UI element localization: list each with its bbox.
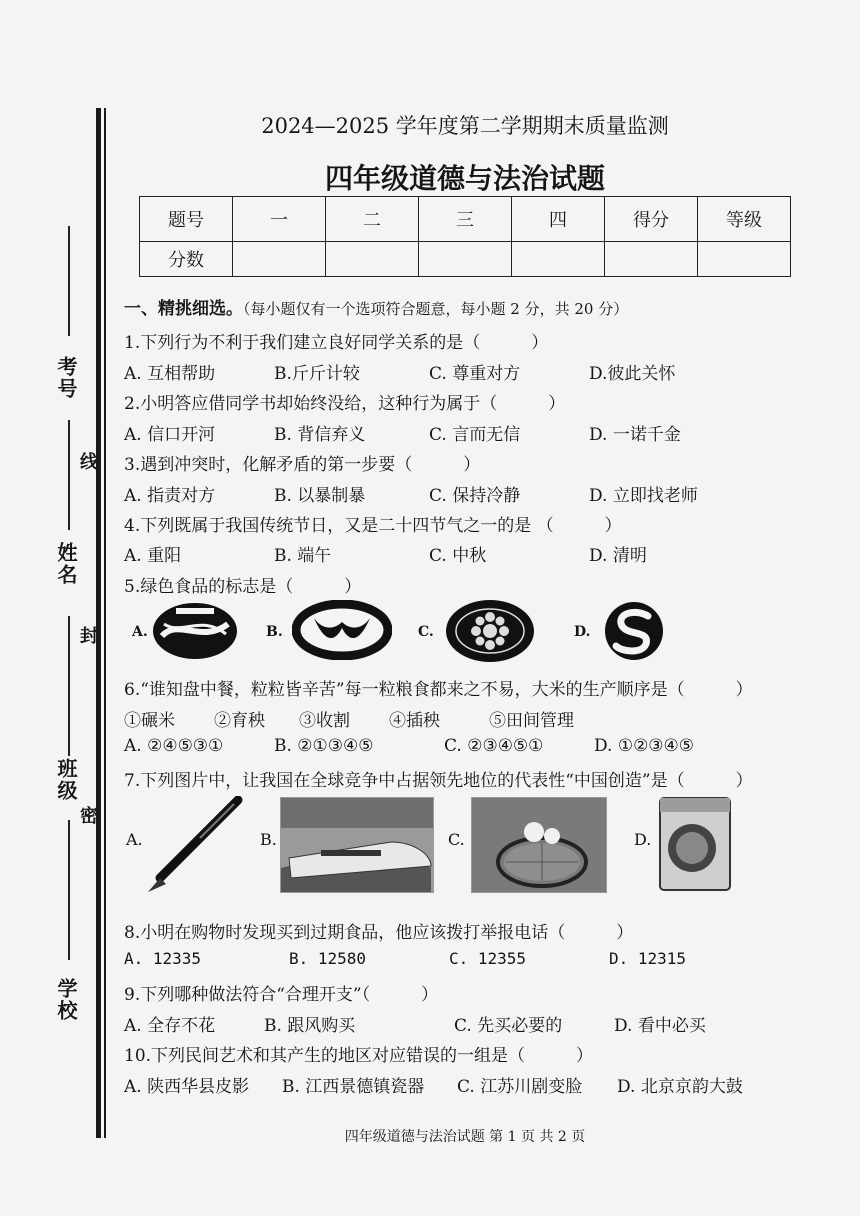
score-table-score-row [140,242,791,277]
option-c[interactable]: C. 保持冷静 [429,486,521,506]
question-stem: 5.绿色食品的标志是（ ） [124,577,362,597]
option-d[interactable]: D. 清明 [589,546,647,566]
option-d[interactable]: D. ①②③④⑤ [594,736,695,756]
cut-mark-secret: 密 [80,806,98,827]
option-c[interactable]: C. 言而无信 [429,425,521,445]
question-options [124,541,647,566]
question-options [124,420,681,445]
option-b[interactable]: B. 江西景德镇瓷器 [282,1077,425,1097]
score-cell: 三 [419,197,512,242]
section-note: （每小题仅有一个选项符合题意，每小题 2 分，共 20 分） [243,300,629,318]
score-cell: 一 [233,197,326,242]
option-a[interactable]: A. 全存不花 [124,1016,216,1036]
option-a[interactable]: A. 陕西华县皮影 [124,1077,250,1097]
question-stem: 8.小明在购物时发现买到过期食品，他应该拨打举报电话（ ） [124,923,634,943]
score-cell: 分数 [140,242,233,277]
school-blank [68,820,70,960]
option-c[interactable]: C. ②③④⑤① [444,736,544,756]
option-d-label[interactable]: D. [574,624,591,640]
option-b[interactable]: B.斤斤计较 [274,364,360,384]
option-b[interactable]: B. 背信弃义 [274,425,366,445]
sub-item: ③收割 [299,711,350,731]
fountain-pen-icon[interactable] [140,796,246,896]
option-d-label[interactable]: D. [634,830,652,849]
question-stem: 10.下列民间艺术和其产生的地区对应错误的一组是（ ） [124,1046,594,1066]
score-input-cell[interactable] [326,242,419,277]
option-d[interactable]: D.彼此关怀 [589,364,676,384]
sub-item: ②育秧 [214,711,265,731]
margin-label-kaohao: 考号 [54,356,78,400]
option-a-label[interactable]: A. [126,830,143,849]
question-stem: 4.下列既属于我国传统节日，又是二十四节气之一的是 （ ） [124,516,622,536]
sub-item: ④插秧 [389,711,440,731]
option-a[interactable]: A. 12335 [124,949,202,968]
margin-label-class: 班级 [54,758,78,802]
question-stem: 2.小明答应借同学书却始终没给，这种行为属于（ ） [124,394,566,414]
score-cell: 得分 [605,197,698,242]
question-options [124,1011,706,1036]
option-c[interactable]: C. 江苏川剧变脸 [457,1077,583,1097]
green-food-logo-b-icon[interactable] [292,600,392,660]
option-b[interactable]: B. 跟风购买 [264,1016,356,1036]
option-a[interactable]: A. ②④⑤③① [124,736,224,756]
question-stem: 9.下列哪种做法符合“合理开支”（ ） [124,985,439,1005]
green-food-logo-a-icon[interactable] [150,600,240,662]
score-cell: 四 [512,197,605,242]
section-title: 一、精挑细选。 [124,299,243,319]
option-d[interactable]: D. 一诺千金 [589,425,681,445]
option-d[interactable]: D. 北京京韵大鼓 [617,1077,743,1097]
option-a[interactable]: A. 互相帮助 [124,364,216,384]
option-d[interactable]: D. 看中必买 [614,1016,706,1036]
score-table-header-row [140,197,791,242]
score-cell: 等级 [698,197,791,242]
question-options [124,949,686,968]
option-c[interactable]: C. 12355 [449,949,527,968]
margin-label-school: 学校 [54,978,78,1022]
option-b-label[interactable]: B. [260,830,277,849]
score-input-cell[interactable] [698,242,791,277]
option-a[interactable]: A. 指责对方 [124,486,216,506]
washing-machine-icon[interactable] [658,796,732,892]
option-d[interactable]: D. 立即找老师 [589,486,698,506]
option-a[interactable]: A. 重阳 [124,546,182,566]
exam-title: 2024—2025 学年度第二学期期末质量监测 [261,114,669,138]
sub-item: ①碾米 [124,711,175,731]
option-c-label[interactable]: C. [418,624,434,640]
score-cell: 题号 [140,197,233,242]
question-options [124,736,694,756]
question-stem: 1.下列行为不利于我们建立良好同学关系的是（ ） [124,333,549,353]
score-input-cell[interactable] [233,242,326,277]
option-b[interactable]: B. 12580 [289,949,367,968]
question-options [124,481,698,506]
cut-mark-line: 线 [80,452,98,473]
badminton-image[interactable] [471,797,607,893]
option-a-label[interactable]: A. [132,624,148,640]
high-speed-train-image[interactable] [280,797,434,893]
exam-subtitle: 四年级道德与法治试题 [324,162,605,195]
class-blank [68,616,70,756]
badminton-icon [472,798,606,892]
question-stem: 3.遇到冲突时，化解矛盾的第一步要（ ） [124,455,481,475]
option-c-label[interactable]: C. [448,830,465,849]
kaohao-blank [68,226,70,336]
sub-item: ⑤田间管理 [489,711,574,731]
option-d[interactable]: D. 12315 [609,949,687,968]
margin-label-name: 姓名 [54,542,78,586]
option-c[interactable]: C. 先买必要的 [454,1016,563,1036]
green-food-logo-c-icon[interactable] [444,598,536,664]
question-sub-items [124,706,574,731]
green-food-logo-d-icon[interactable] [598,600,670,662]
option-c[interactable]: C. 中秋 [429,546,487,566]
name-blank [68,420,70,530]
margin-double-line-inner [104,108,106,1138]
question-stem: 7.下列图片中，让我国在全球竞争中占据领先地位的代表性“中国创造”是（ ） [124,771,753,791]
score-input-cell[interactable] [605,242,698,277]
question-stem: 6.“谁知盘中餐，粒粒皆辛苦”每一粒粮食都来之不易，大米的生产顺序是（ ） [124,680,753,700]
option-b[interactable]: B. 端午 [274,546,332,566]
page-footer: 四年级道德与法治试题 第 1 页 共 2 页 [344,1129,586,1145]
score-input-cell[interactable] [419,242,512,277]
option-b-label[interactable]: B. [266,624,283,640]
option-b[interactable]: B. 以暴制暴 [274,486,366,506]
option-b[interactable]: B. ②①③④⑤ [274,736,374,756]
train-icon [281,798,433,892]
cut-mark-seal: 封 [80,626,98,647]
question-options [124,1072,743,1097]
score-cell: 二 [326,197,419,242]
section-heading [124,294,628,319]
option-a[interactable]: A. 信口开河 [124,425,216,445]
question-options [124,359,675,384]
option-c[interactable]: C. 尊重对方 [429,364,521,384]
score-input-cell[interactable] [512,242,605,277]
score-table [139,196,791,277]
